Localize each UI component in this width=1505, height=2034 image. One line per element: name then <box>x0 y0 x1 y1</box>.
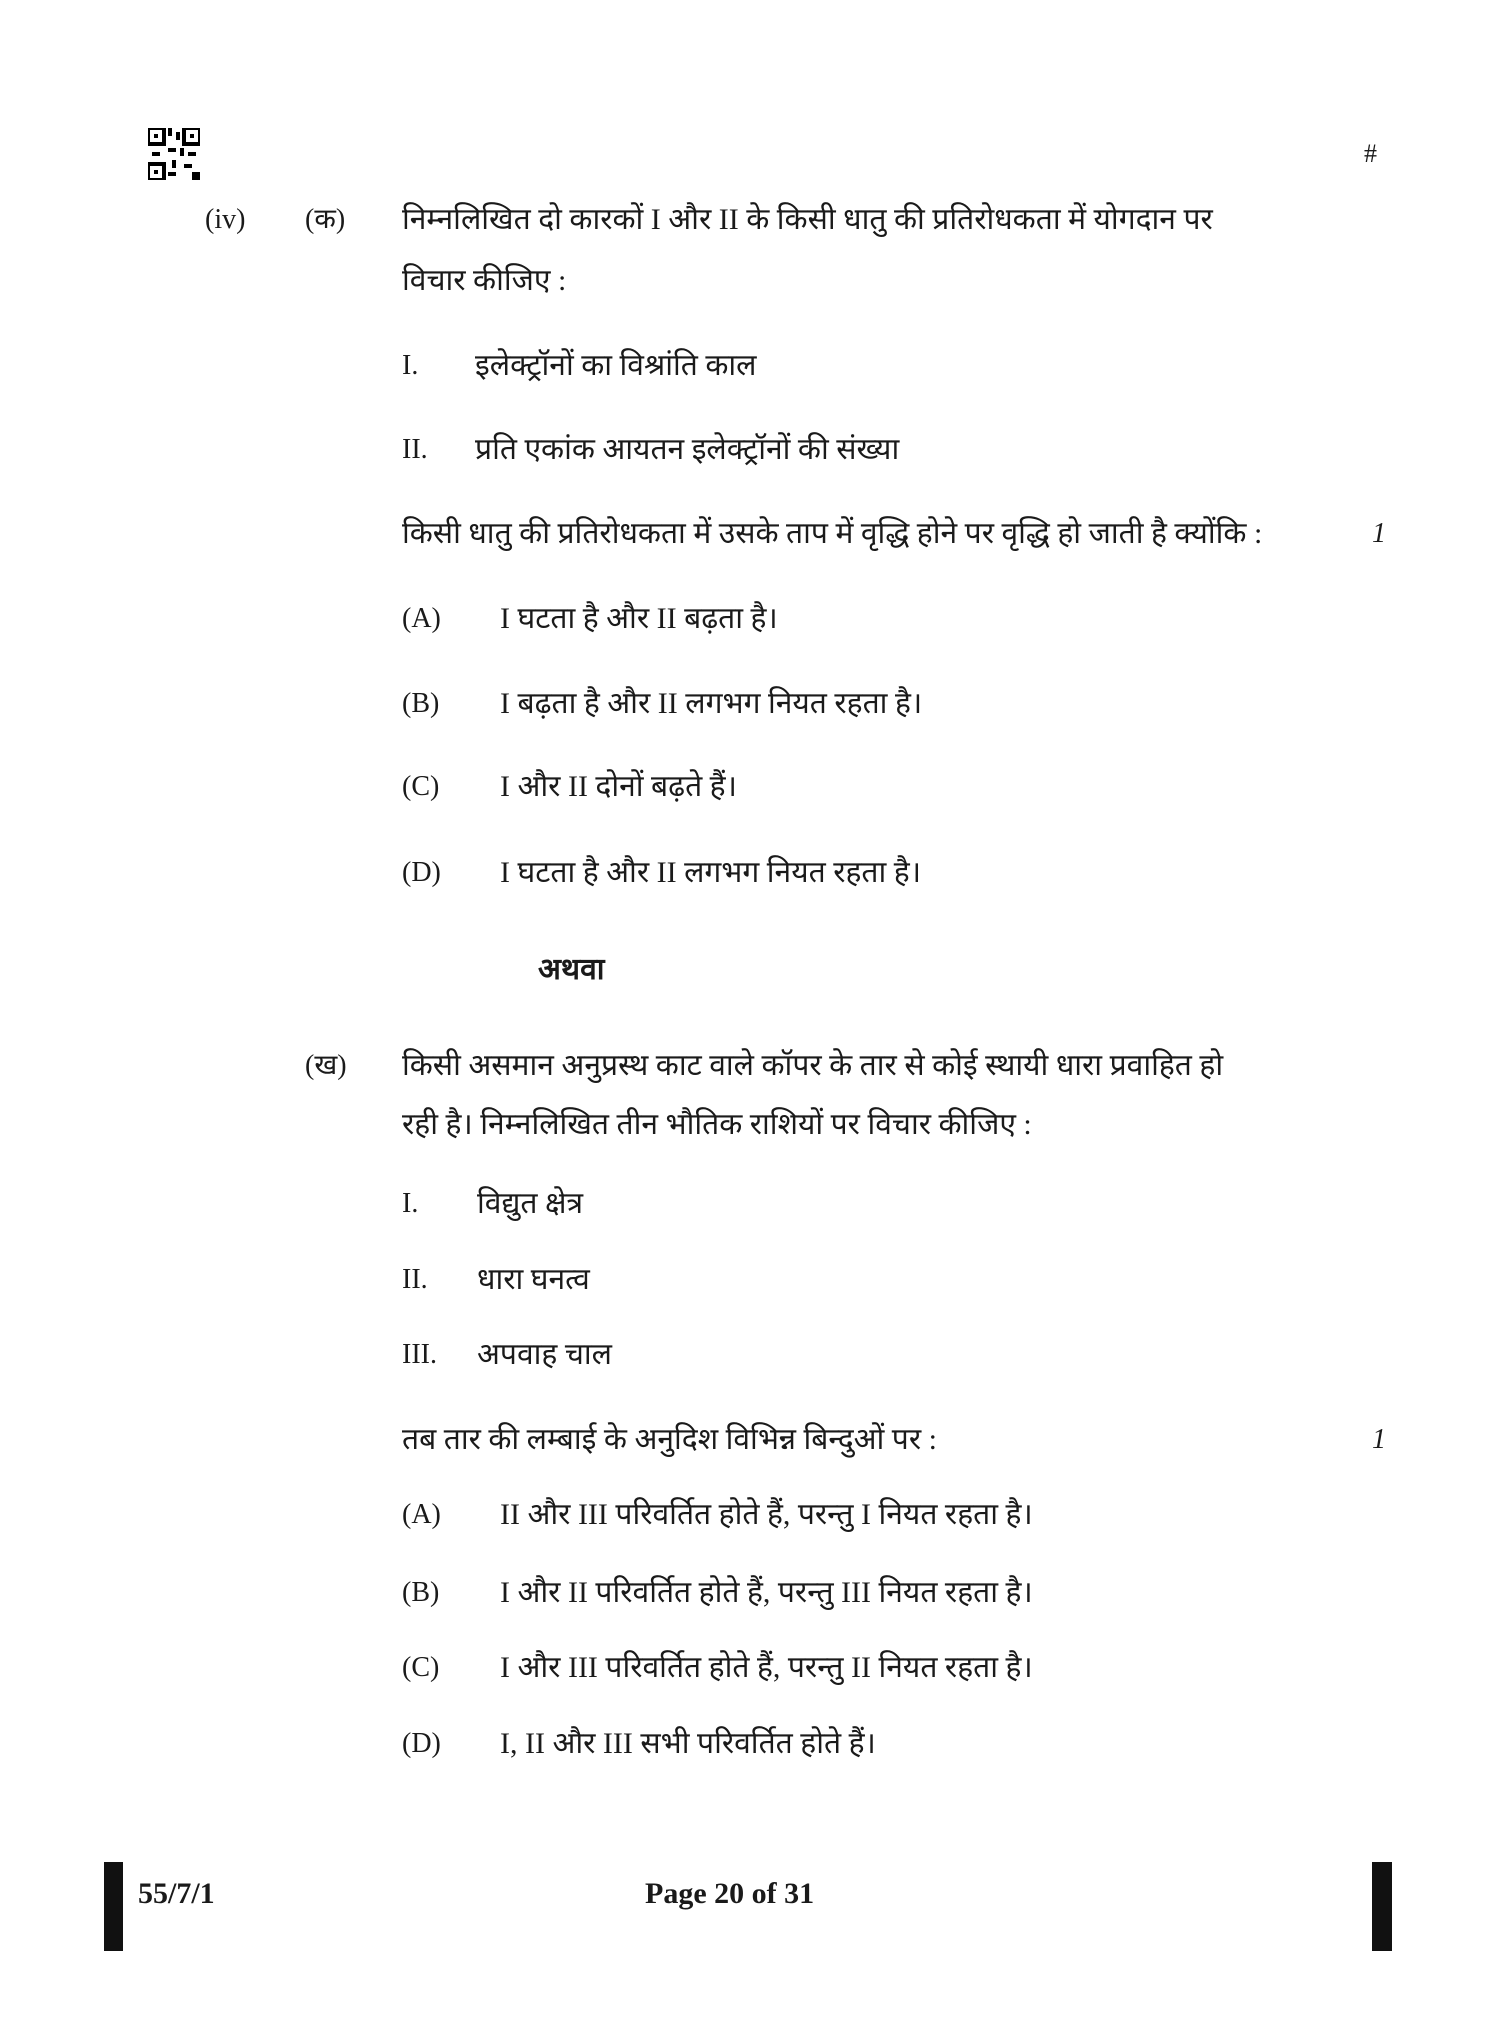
factor-text: प्रति एकांक आयतन इलेक्ट्रॉनों की संख्या <box>475 433 900 466</box>
part-a-intro-line1: निम्नलिखित दो कारकों I और II के किसी धातु की प्रतिरोधकता में योगदान पर <box>402 203 1213 236</box>
option-label: (D) <box>402 857 441 888</box>
part-b-intro-line2: रही है। निम्नलिखित तीन भौतिक राशियों पर विचार कीजिए : <box>402 1108 1032 1141</box>
marks: 1 <box>1372 518 1386 549</box>
option-label: (B) <box>402 688 440 719</box>
part-b-intro-line1: किसी असमान अनुप्रस्थ काट वाले कॉपर के तार से कोई स्थायी धारा प्रवाहित हो <box>402 1049 1224 1082</box>
option-text: I और II परिवर्तित होते हैं, परन्तु III नियत रहता है। <box>500 1576 1033 1609</box>
page-hash: # <box>1364 139 1377 168</box>
option-text: II और III परिवर्तित होते हैं, परन्तु I नियत रहता है। <box>500 1498 1033 1531</box>
option-label: (B) <box>402 1577 440 1608</box>
part-b-stem: तब तार की लम्बाई के अनुदिश विभिन्न बिन्दुओं पर : <box>402 1423 937 1456</box>
quantity-text: धारा घनत्व <box>477 1263 590 1296</box>
factor-text: इलेक्ट्रॉनों का विश्रांति काल <box>475 349 757 382</box>
option-text: I बढ़ता है और II लगभग नियत रहता है। <box>500 687 923 720</box>
quantity-num: I. <box>402 1188 419 1219</box>
footer-right-bar <box>1372 1862 1392 1951</box>
option-text: I घटता है और II बढ़ता है। <box>500 602 778 635</box>
option-label: (A) <box>402 603 441 634</box>
part-a-stem: किसी धातु की प्रतिरोधकता में उसके ताप में वृद्धि होने पर वृद्धि हो जाती है क्योंकि : <box>402 517 1263 550</box>
question-number: (iv) <box>205 204 246 235</box>
or-divider: अथवा <box>538 953 605 986</box>
footer-left-bar <box>104 1862 123 1951</box>
qr-code-icon <box>148 128 200 180</box>
quantity-num: II. <box>402 1264 428 1295</box>
option-text: I घटता है और II लगभग नियत रहता है। <box>500 856 922 889</box>
paper-code: 55/7/1 <box>138 1877 215 1910</box>
factor-num: II. <box>402 434 428 465</box>
quantity-num: III. <box>402 1339 437 1370</box>
option-label: (C) <box>402 771 440 802</box>
quantity-text: अपवाह चाल <box>477 1338 612 1371</box>
page-number: Page 20 of 31 <box>645 1877 815 1910</box>
part-a-intro-line2: विचार कीजिए : <box>402 264 567 297</box>
option-text: I, II और III सभी परिवर्तित होते हैं। <box>500 1727 876 1760</box>
option-label: (C) <box>402 1652 440 1683</box>
marks: 1 <box>1372 1424 1386 1455</box>
factor-num: I. <box>402 350 419 381</box>
option-text: I और III परिवर्तित होते हैं, परन्तु II नियत रहता है। <box>500 1651 1033 1684</box>
part-b-label: (ख) <box>305 1050 347 1081</box>
option-label: (A) <box>402 1499 441 1530</box>
option-label: (D) <box>402 1728 441 1759</box>
option-text: I और II दोनों बढ़ते हैं। <box>500 770 737 803</box>
part-a-label: (क) <box>305 204 346 235</box>
quantity-text: विद्युत क्षेत्र <box>477 1187 584 1220</box>
